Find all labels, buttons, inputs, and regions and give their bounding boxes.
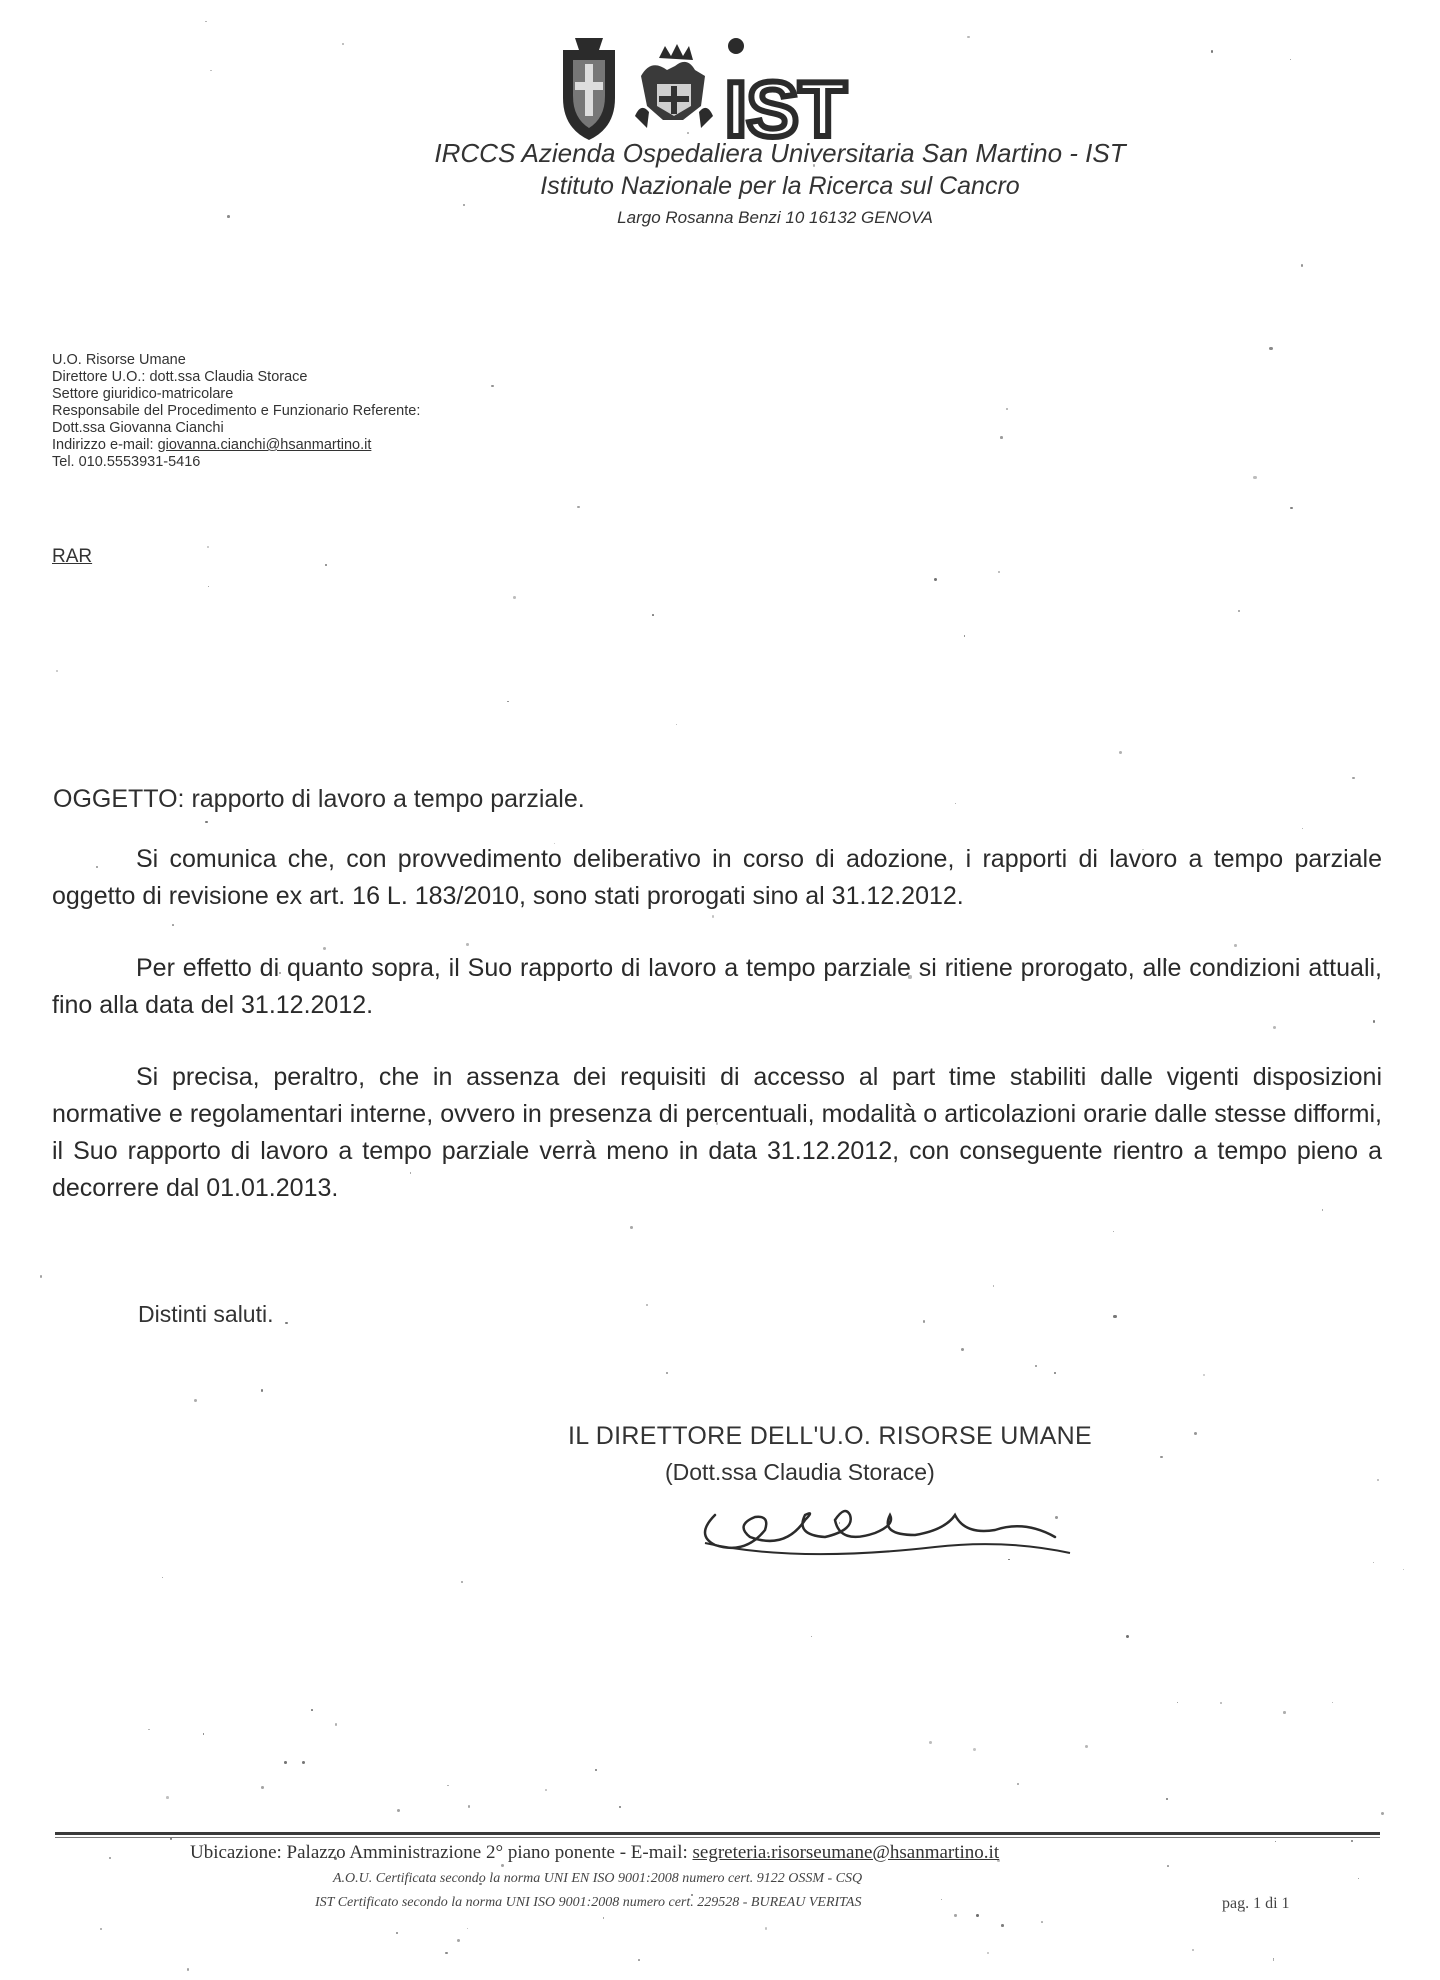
scan-speck xyxy=(929,1741,932,1744)
scan-speck xyxy=(1275,1841,1276,1842)
scan-speck xyxy=(468,1805,471,1808)
page-number: pag. 1 di 1 xyxy=(1222,1895,1290,1912)
scan-speck xyxy=(1160,1456,1163,1459)
letter-paragraph-3 xyxy=(52,1059,1382,1207)
scan-speck xyxy=(172,924,174,926)
scan-speck xyxy=(513,596,516,599)
scan-speck xyxy=(987,1952,989,1954)
footer-certification-1: A.O.U. Certificata secondo la norma UNI EN ISO 9001:2008 numero cert. 9122 OSSM - CSQ xyxy=(333,1871,863,1886)
footer-email-link[interactable]: segreteria.risorseumane@hsanmartino.it xyxy=(692,1842,1000,1863)
paragraph-2-text: Per effetto di quanto sopra, il Suo rapporto di lavoro a tempo parziale si ritiene prorogato, alle condizioni attuali, fino alla data del 31.12.2012. xyxy=(52,954,1382,1019)
scan-speck xyxy=(973,1748,976,1751)
scan-speck xyxy=(194,1399,197,1402)
scan-speck xyxy=(1290,507,1292,509)
scan-speck xyxy=(934,578,937,581)
scan-speck xyxy=(208,586,209,587)
scan-speck xyxy=(638,1959,640,1961)
scan-speck xyxy=(1035,1365,1037,1367)
scan-speck xyxy=(1113,1231,1115,1233)
footer-certification-2: IST Certificato secondo la norma UNI ISO 9001:2008 numero cert. 229528 - BUREAU VERITAS xyxy=(315,1895,862,1910)
scan-speck xyxy=(1273,1959,1275,1961)
handwritten-signature xyxy=(675,1475,1075,1565)
scan-speck xyxy=(619,1806,620,1807)
sender-email-line xyxy=(52,437,420,454)
scan-speck xyxy=(1054,1372,1056,1374)
scan-speck xyxy=(1332,1702,1333,1703)
scan-speck xyxy=(993,1285,994,1286)
scan-speck xyxy=(811,1636,812,1637)
scan-speck xyxy=(507,701,508,702)
ist-logo-icon xyxy=(725,38,846,146)
scan-speck xyxy=(203,1733,204,1734)
scan-speck xyxy=(1373,1562,1374,1563)
scan-speck xyxy=(1358,1878,1359,1879)
paragraph-3-text: Si precisa, peraltro, che in assenza dei requisiti di accesso al part time stabiliti dalle vigenti disposizioni normative e regolamentari interne, ovvero in presenza di percentuali, modalità o articolazioni orarie dalle stesse difformi, il Suo rapporto di lavoro a tempo parziale verrà meno in data 31.12.2012, con conseguente rientro a tempo pieno a decorrere dal 01.01.2013. xyxy=(52,1063,1382,1202)
scan-speck xyxy=(1085,1745,1088,1748)
scan-speck xyxy=(162,1577,163,1578)
scan-speck xyxy=(335,1723,338,1726)
institution-address: Largo Rosanna Benzi 10 16132 GENOVA xyxy=(617,208,933,227)
footer-divider-secondary xyxy=(55,1837,1380,1838)
letter-subject: OGGETTO: rapporto di lavoro a tempo parziale. xyxy=(53,785,585,813)
scan-speck xyxy=(941,1899,943,1901)
scan-speck xyxy=(1001,1924,1004,1927)
scan-speck xyxy=(652,614,654,616)
scan-speck xyxy=(954,1914,956,1916)
scan-speck xyxy=(955,803,956,804)
scan-speck xyxy=(187,1968,189,1970)
scan-speck xyxy=(466,943,469,946)
scan-speck xyxy=(1211,50,1213,52)
paragraph-1-text: Si comunica che, con provvedimento deliberativo in corso di adozione, i rapporti di lavoro a tempo parziale oggetto di revisione ex art. 16 L. 183/2010, sono stati prorogati sino al 31.12.2012. xyxy=(52,845,1382,910)
scan-speck xyxy=(1113,1315,1116,1318)
scan-speck xyxy=(1322,1209,1324,1211)
sender-phone: Tel. 010.5553931-5416 xyxy=(52,454,201,470)
scan-speck xyxy=(445,1952,447,1954)
scan-speck xyxy=(463,204,466,207)
scan-speck xyxy=(302,1761,305,1764)
delivery-method: RAR xyxy=(52,546,93,567)
scan-speck xyxy=(1290,59,1291,60)
sender-director: Direttore U.O.: dott.ssa Claudia Storace xyxy=(52,369,308,385)
scan-speck xyxy=(545,1789,547,1791)
scan-speck xyxy=(1167,1865,1169,1867)
scan-speck xyxy=(56,670,58,672)
letter-paragraph-2 xyxy=(52,950,1382,1024)
scan-speck xyxy=(1302,828,1304,830)
scan-speck xyxy=(325,564,327,566)
scan-speck xyxy=(1273,1026,1276,1029)
institution-name: IRCCS Azienda Ospedaliera Universitaria San Martino - IST xyxy=(434,138,1126,168)
scan-speck xyxy=(1381,1812,1384,1815)
scan-speck xyxy=(964,635,965,636)
griffin-coat-of-arms-icon xyxy=(635,44,713,128)
signatory-name: (Dott.ssa Claudia Storace) xyxy=(665,1459,935,1485)
scan-speck xyxy=(342,43,344,45)
scan-speck xyxy=(676,724,677,725)
scan-speck xyxy=(666,1372,668,1374)
scan-speck xyxy=(1017,1783,1019,1785)
scan-speck xyxy=(1006,408,1008,410)
scan-speck xyxy=(1126,1635,1129,1638)
scan-speck xyxy=(1194,1432,1197,1435)
scan-speck xyxy=(311,1709,313,1711)
scan-speck xyxy=(40,1275,42,1277)
scan-speck xyxy=(100,1928,103,1931)
scan-speck xyxy=(1352,777,1355,780)
scan-speck xyxy=(967,36,970,39)
scan-speck xyxy=(207,546,209,548)
footer-location-text: Ubicazione: Palazzo Amministrazione 2° piano ponente - E-mail: xyxy=(190,1842,693,1863)
scan-speck xyxy=(461,1581,463,1583)
scan-speck xyxy=(603,1917,605,1919)
scan-speck xyxy=(712,915,714,917)
sender-block xyxy=(52,352,420,471)
scan-speck xyxy=(577,506,580,509)
scan-speck xyxy=(1301,264,1303,266)
scan-speck xyxy=(491,385,494,388)
scan-speck xyxy=(166,1796,169,1799)
scan-speck xyxy=(397,1809,400,1812)
scan-speck xyxy=(467,1928,468,1929)
signatory-title: IL DIRETTORE DELL'U.O. RISORSE UMANE xyxy=(568,1422,1093,1450)
scan-speck xyxy=(457,1939,460,1942)
scan-speck xyxy=(148,1729,150,1731)
scan-speck xyxy=(1203,1374,1205,1376)
scan-speck xyxy=(396,1932,399,1935)
scan-speck xyxy=(1351,1840,1353,1842)
scan-speck xyxy=(1041,1921,1043,1923)
scan-speck xyxy=(447,1785,449,1787)
scan-speck xyxy=(1000,436,1003,439)
scan-speck xyxy=(961,1348,964,1351)
scan-speck xyxy=(1283,1711,1285,1713)
scan-speck xyxy=(765,1927,768,1930)
sender-email-link[interactable]: giovanna.cianchi@hsanmartino.it xyxy=(157,437,372,453)
institution-logos xyxy=(555,36,885,146)
scan-speck xyxy=(1403,1569,1404,1570)
closing-greeting: Distinti saluti. xyxy=(138,1301,274,1327)
shield-crest-icon xyxy=(563,38,615,140)
scan-speck xyxy=(285,1322,287,1324)
scan-speck xyxy=(1234,944,1237,947)
scan-speck xyxy=(1220,1702,1222,1704)
scan-speck xyxy=(109,1857,112,1860)
scan-speck xyxy=(205,21,207,23)
sender-email-label: Indirizzo e-mail: xyxy=(52,437,158,453)
scan-speck xyxy=(205,821,208,824)
scan-speck xyxy=(1269,347,1272,350)
letter-paragraph-1 xyxy=(52,841,1382,915)
scan-speck xyxy=(261,1786,264,1789)
scan-speck xyxy=(261,1389,263,1391)
sender-sector: Settore giuridico-matricolare xyxy=(52,386,234,402)
scan-speck xyxy=(1177,1702,1178,1703)
scan-speck xyxy=(1192,1949,1194,1951)
scan-speck xyxy=(923,1320,925,1322)
scan-speck xyxy=(595,1769,597,1771)
scan-speck xyxy=(1253,476,1256,479)
svg-text:IST: IST xyxy=(725,65,847,146)
institution-subtitle: Istituto Nazionale per la Ricerca sul Cancro xyxy=(540,172,1020,200)
scan-speck xyxy=(1119,751,1122,754)
scan-speck xyxy=(646,1304,648,1306)
sender-responsible: Responsabile del Procedimento e Funzionario Referente: xyxy=(52,403,421,419)
scan-speck xyxy=(998,571,1000,573)
footer-divider xyxy=(55,1832,1380,1835)
sender-unit: U.O. Risorse Umane xyxy=(52,352,186,368)
sender-responsible-name: Dott.ssa Giovanna Cianchi xyxy=(52,420,224,436)
scan-speck xyxy=(210,70,212,72)
scan-speck xyxy=(976,1914,979,1917)
scan-speck xyxy=(630,1226,633,1229)
scan-speck xyxy=(284,1761,287,1764)
scan-speck xyxy=(1238,610,1240,612)
scan-speck xyxy=(1166,1798,1168,1800)
footer-location xyxy=(190,1842,999,1864)
scan-speck xyxy=(501,1864,504,1867)
scan-speck xyxy=(1377,1479,1379,1481)
